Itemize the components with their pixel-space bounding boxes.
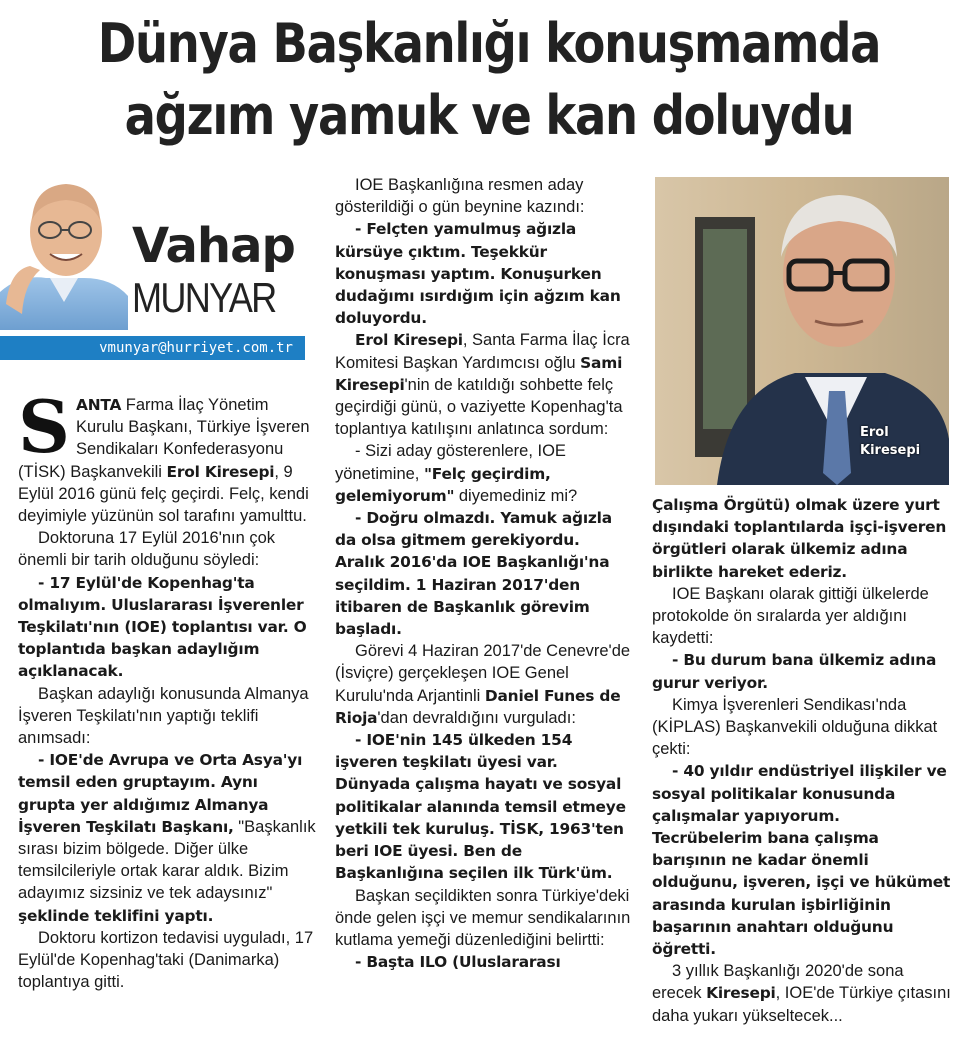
bold-text: Kiresepi [706,984,776,1003]
bold-text: - Doğru olmazdı. Yamuk ağızla da olsa gitmem gerekiyordu. Aralık 2016'da IOE Başkanlığı'na seçildim. 1 Haziran 2017'den itibaren de Başkanlık görevim başladı. [335,509,612,639]
author-byline [0,172,318,372]
text: diyemediniz mi? [454,486,578,505]
headline-line-2: ağzım yamuk ve kan doluydu [124,84,854,147]
text: , 9 Eylül 2016 günü felç geçirdi. Felç, kendi deyimiyle yüzünün sol tarafını yamulttu. [18,462,309,526]
bold-text: - Felçten yamulmuş ağızla kürsüye çıktım. Teşekkür konuşması yaptım. Konuşurken dudağımı ısırdığım için ağzım kan doluyordu. [335,220,621,328]
drop-cap: S [18,384,70,469]
bold-text: - Başta ILO (Uluslararası [355,953,561,972]
article-column-2 [335,174,633,973]
bold-text: - 17 Eylül'de Kopenhag'ta olmalıyım. Uluslararası İşverenler Teşkilatı'nın (IOE) toplantısı var. O toplantıda başkan adaylığım açıklanacak. [18,573,307,681]
bold-text: şeklinde teklifini yaptı. [18,906,214,925]
bold-text: Erol Kiresepi [166,462,275,481]
bold-text: Daniel Funes de Rioja [335,686,621,727]
quote-paragraph [18,749,318,927]
author-portrait-icon [0,174,128,330]
quote-paragraph [335,951,633,973]
bold-text: Sami Kiresepi [335,353,623,394]
quote-paragraph [335,218,633,329]
headline-line-1: Dünya Başkanlığı konuşmamda [97,12,881,75]
author-last-name: MUNYAR [132,274,276,321]
quote-paragraph [335,729,633,884]
text: , IOE'de Türkiye çıtasını daha yukarı yükseltecek... [652,984,951,1025]
paragraph [335,329,633,440]
bold-text: ANTA [76,396,122,414]
bold-text: - IOE'de Avrupa ve Orta Asya'yı temsil eden gruptayım. Aynı grupta yer aldığımız Almanya İşveren Teşkilatı Başkanı, [18,751,303,836]
photo-caption [860,424,920,460]
text: Görevi 4 Haziran 2017'de Cenevre'de (İsviçre) gerçekleşen IOE Genel Kurulu'nda Arjantinli [335,642,631,705]
paragraph: Doktoru kortizon tedavisi uyguladı, 17 Eylül'de Kopenhag'taki (Danimarka) toplantıya gitti. [18,928,314,992]
paragraph: Başkan seçildikten sonra Türkiye'deki önde gelen işçi ve memur sendikalarının kutlama yemeği düzenlediğini belirtti: [335,886,631,949]
text: "Başkanlık sırası bizim bölgede. Diğer ülke temsilcileriyle ortak karar aldık. Bizim adayımız sizsiniz ve tek adaysınız" [18,817,316,903]
paragraph [652,960,952,1027]
text: - Sizi aday gösterenlere, IOE yönetimine, [335,442,566,483]
bold-text: - 40 yıldır endüstriyel ilişkiler ve sosyal politikalar konusunda çalışmalar yapıyorum. Tecrübelerim bana çalışma barışının ne kadar önemli olduğunu, işveren, işçi ve hükümet arasında kurulan işbirliğinin başarının anahtarı olduğunu öğretti. [652,762,951,959]
paragraph [18,384,318,527]
quote-paragraph [335,507,633,640]
paragraph: Doktoruna 17 Eylül 2016'nın çok önemli bir tarih olduğunu söyledi: [18,529,276,570]
text: , Santa Farma İlaç İcra Komitesi Başkan Yardımcısı oğlu [335,331,630,372]
bold-text: Erol Kiresepi [355,331,463,350]
bold-text: "Felç geçirdim, gelemiyorum" [335,464,551,505]
author-email[interactable]: vmunyar@hurriyet.com.tr [0,336,305,360]
text: 3 yıllık Başkanlığı 2020'de sona erecek [652,962,904,1003]
quote-paragraph [652,649,952,693]
text: 'nin de katıldığı sohbette felç geçirdiği günü, o vaziyette Kopenhag'ta toplantıya katılışını anlatınca sordum: [335,375,623,439]
bold-text: - IOE'nin 145 ülkeden 154 işveren teşkilatı üyesi var. Dünyada çalışma hayatı ve sosyal politikalar alanında temsil etmeye yetkili tek kuruluş. TİSK, 1963'ten beri IOE üyesi. Ben de Başkanlığına seçilen ilk Türk'üm. [335,731,626,883]
paragraph: Başkan adaylığı konusunda Almanya İşveren Teşkilatı'nın yaptığı teklifi anımsadı: [18,684,309,748]
caption-line-2: Kiresepi [860,443,921,458]
bold-text: - Bu durum bana ülkemiz adına gurur veriyor. [652,651,937,692]
paragraph: Kimya İşverenleri Sendikası'nda (KİPLAS) Başkanvekili olduğuna dikkat çekti: [652,695,938,759]
author-first-name: Vahap [132,218,295,274]
paragraph [335,640,633,729]
article-column-3 [652,494,952,1027]
headline [68,8,909,152]
paragraph: IOE Başkanı olarak gittiği ülkelerde protokolde ön sıralarda yer aldığını kaydetti: [652,584,929,648]
paragraph: IOE Başkanlığına resmen aday gösterildiği o gün beynine kazındı: [335,176,585,217]
text: 'dan devraldığını vurguladı: [377,708,576,727]
caption-line-1: Erol [860,425,889,440]
bold-text: Çalışma Örgütü) olmak üzere yurt dışındaki toplantılarda işçi-işveren örgütleri olarak ülkemiz adına birlikte hareket ederiz. [652,496,947,581]
article-column-1 [18,384,318,993]
paragraph [335,440,633,507]
quote-paragraph [652,494,952,583]
text: Farma İlaç Yönetim Kurulu Başkanı, Türkiye İşveren Sendikaları Konfederasyonu (TİSK) Başkanvekili [18,396,310,481]
quote-paragraph [18,572,318,683]
quote-paragraph [652,760,952,960]
